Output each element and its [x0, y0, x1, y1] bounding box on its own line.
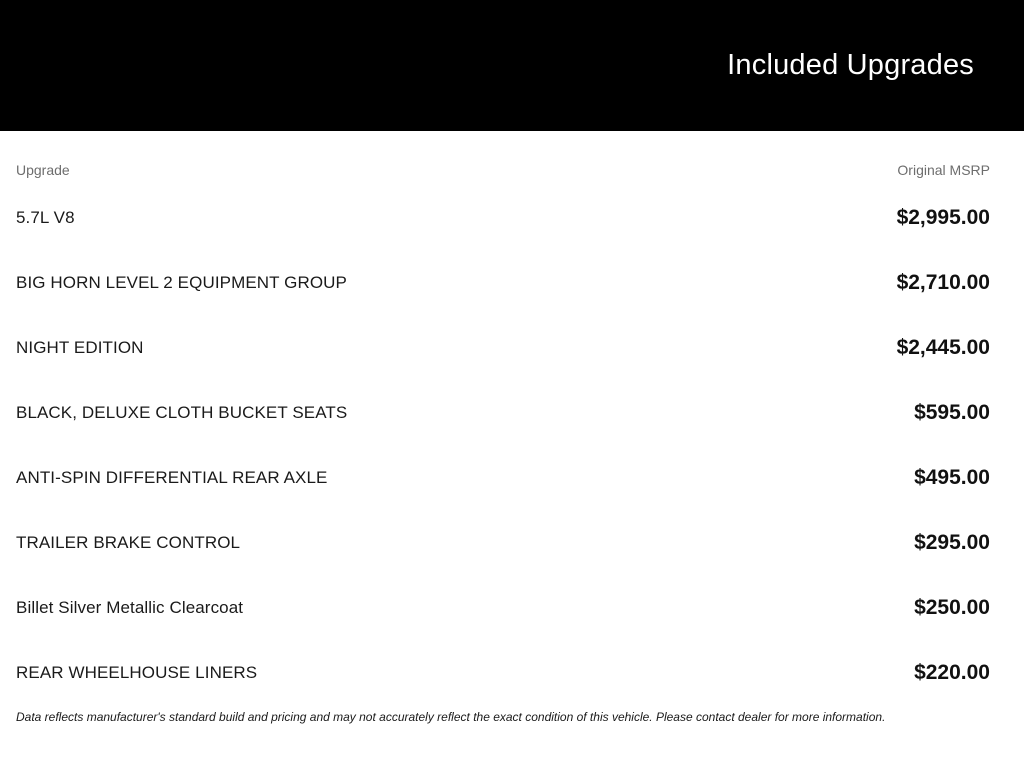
upgrade-price: $495.00: [914, 465, 990, 489]
table-row: [16, 510, 990, 575]
upgrade-price: $220.00: [914, 660, 990, 684]
table-row: [16, 185, 990, 250]
table-row: [16, 315, 990, 380]
upgrade-name: Billet Silver Metallic Clearcoat: [16, 597, 244, 617]
page-title: Included Upgrades: [727, 49, 974, 81]
table-row: [16, 445, 990, 510]
upgrade-name: ANTI-SPIN DIFFERENTIAL REAR AXLE: [16, 467, 328, 487]
upgrade-price: $595.00: [914, 400, 990, 424]
table-row: [16, 380, 990, 445]
upgrade-name: TRAILER BRAKE CONTROL: [16, 532, 241, 552]
upgrade-price: $295.00: [914, 530, 990, 554]
table-header-row: [16, 155, 990, 185]
table-row: [16, 640, 990, 705]
upgrade-name: 5.7L V8: [16, 207, 75, 227]
upgrade-name: REAR WHEELHOUSE LINERS: [16, 662, 258, 682]
upgrade-price: $2,710.00: [896, 270, 990, 294]
column-header-msrp: Original MSRP: [897, 162, 990, 178]
upgrade-price: $250.00: [914, 595, 990, 619]
table-row: [16, 250, 990, 315]
header-banner: [0, 0, 1024, 131]
table-row: [16, 575, 990, 640]
upgrade-price: $2,445.00: [896, 335, 990, 359]
upgrades-table: [0, 155, 1024, 724]
column-header-upgrade: Upgrade: [16, 162, 70, 178]
table-body: [16, 185, 990, 705]
upgrade-name: NIGHT EDITION: [16, 337, 144, 357]
upgrade-name: BLACK, DELUXE CLOTH BUCKET SEATS: [16, 402, 348, 422]
upgrade-price: $2,995.00: [896, 205, 990, 229]
disclaimer-text: Data reflects manufacturer's standard build and pricing and may not accurately reflect the exact condition of this vehicle. Please contact dealer for more information.: [16, 710, 886, 724]
upgrade-name: BIG HORN LEVEL 2 EQUIPMENT GROUP: [16, 272, 347, 292]
